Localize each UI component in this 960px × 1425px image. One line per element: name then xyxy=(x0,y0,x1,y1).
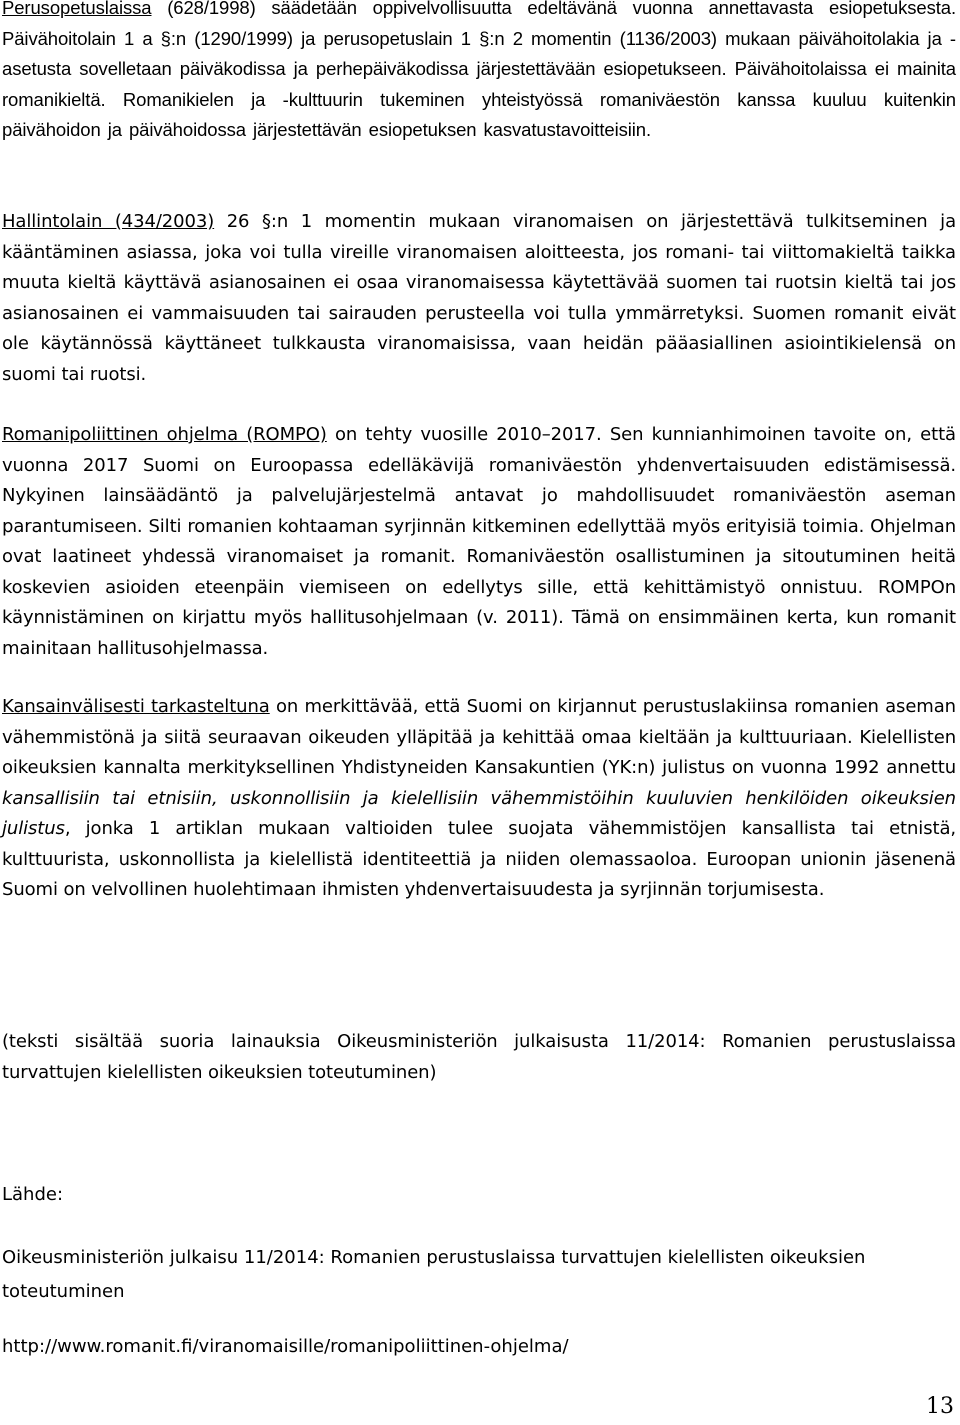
page-number: 13 xyxy=(926,1394,954,1419)
paragraph-kansainvalisesti xyxy=(2,692,956,906)
paragraph-heading-hallintolain: Hallintolain (434/2003) xyxy=(2,211,215,232)
paragraph-body: 26 §:n 1 momentin mukaan viranomaisen on järjestettävä tulkitseminen ja kääntäminen asiassa, joka voi tulla vireille viranomaisen aloitteesta, jos romani- tai viittomakieltä taikka muuta kieltä käyttävä asianosainen ei osaa viranomaisessa käytettävää suomen tai ruotsin kieltä tai jos asianosainen ei vammaisuuden tai sairauden perusteella voi tulla ymmärretyksi. Suomen romanit eivät ole käytännössä käyttäneet tulkkausta viranomaisissa, vaan heidän pääasiallinen asiointikielensä on suomi tai ruotsi. xyxy=(2,211,957,385)
declaration-title: kansallisiin tai etnisiin, uskonnollisiin ja kielellisiin vähemmistöihin kuuluvien henkilöiden oikeuksien julistus xyxy=(2,787,956,839)
source-url[interactable]: http://www.romanit.fi/viranomaisille/romanipoliittinen-ohjelma/ xyxy=(2,1336,569,1357)
paragraph-body-part-b: , jonka 1 artiklan mukaan valtioiden tulee suojata vähemmistöjen kansallista tai etnistä, kulttuurista, uskonnollista ja kielellistä identiteettiä ja niiden olemassaoloa. Euroopan unionin jäsenenä Suomi on velvollinen huolehtimaan ihmisten yhdenvertaisuudesta ja syrjinnän torjumisesta. xyxy=(2,818,956,900)
paragraph-heading-perusopetuslaissa: Perusopetuslaissa xyxy=(2,0,152,18)
paragraph-body: on tehty vuosille 2010–2017. Sen kunnianhimoinen tavoite on, että vuonna 2017 Suomi on Euroopassa edelläkävijä romaniväestön yhdenvertaisuuden edistämisessä. Nykyinen lainsäädäntö ja palvelujärjestelmä antavat jo mahdollisuudet romaniväestön aseman parantumiseen. Silti romanien kohtaaman syrjinnän kitkeminen edellyttää myös erityisiä toimia. Ohjelman ovat laatineet yhdessä viranomaiset ja romanit. Romaniväestön osallistuminen ja sitoutuminen heitä koskevien asioiden eteenpäin viemiseen on edellytys sille, että kehittämistyö onnistuu. ROMPOn käynnistäminen on kirjattu myös hallitusohjelmaan (v. 2011). Tämä on ensimmäinen kerta, kun romanit mainitaan hallitusohjelmassa. xyxy=(2,424,956,659)
paragraph-heading-romanipoliittinen-ohjelma: Romanipoliittinen ohjelma (ROMPO) xyxy=(2,424,327,445)
source-reference: Oikeusministeriön julkaisu 11/2014: Romanien perustuslaissa turvattujen kielellisten oikeuksien toteutuminen xyxy=(2,1247,866,1302)
paragraph-rompo xyxy=(2,420,956,664)
paragraph-heading-kansainvalisesti: Kansainvälisesti tarkasteltuna xyxy=(2,696,270,717)
paragraph-hallintolaki xyxy=(2,207,956,390)
paragraph-body: (628/1998) säädetään oppivelvollisuutta edeltävänä vuonna annettavasta esiopetuksesta. Päivähoitolain 1 a §:n (1290/1999) ja perusopetuslain 1 §:n 2 momentin (1136/2003) mukaan päivähoitolakia ja -asetusta sovelletaan päiväkodissa ja perhepäiväkodissa järjestettävään esiopetukseen. Päivähoitolaissa ei mainita romanikieltä. Romanikielen ja -kulttuurin tukeminen yhteistyössä romaniväestön kanssa kuuluu kuitenkin päivähoidon ja päivähoidossa järjestettävän esiopetuksen kasvatustavoitteisiin. xyxy=(2,0,956,140)
paragraph-body-part-a: on merkittävää, että Suomi on kirjannut perustuslakiinsa romanien aseman vähemmistönä ja siitä seuraavan oikeuden ylläpitää ja kehittää omaa kieltään ja kulttuuriaan. Kielellisten oikeuksien kannalta merkityksellinen Yhdistyneiden Kansakuntien (YK:n) julistus on vuonna 1992 annettu xyxy=(2,696,956,778)
paragraph-perusopetuslaki xyxy=(2,0,956,146)
source-label: Lähde: xyxy=(2,1184,64,1205)
citation-note: (teksti sisältää suoria lainauksia Oikeusministeriön julkaisusta 11/2014: Romanien perustuslaissa turvattujen kielellisten oikeuksien toteutuminen) xyxy=(2,1031,956,1083)
